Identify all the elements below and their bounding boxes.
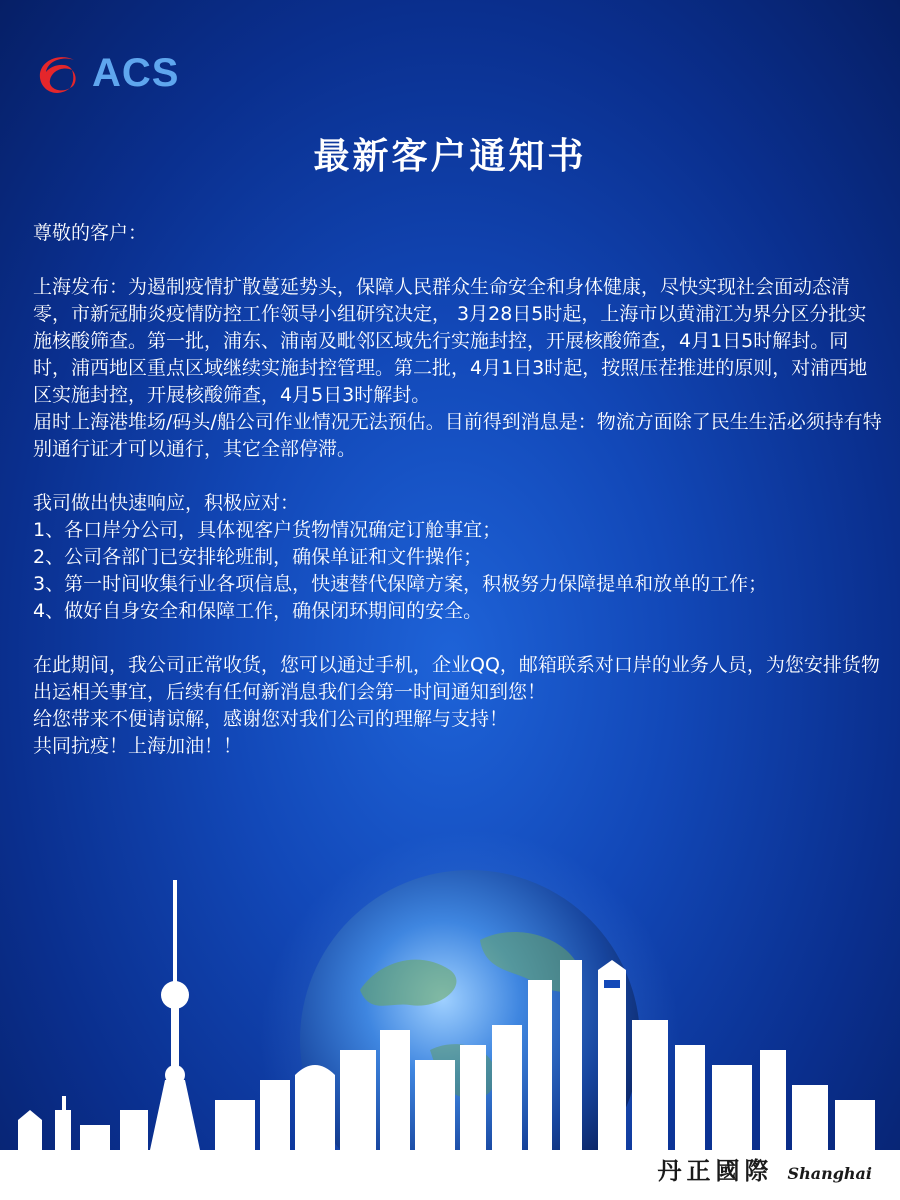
acs-swirl-logo-icon [34,50,84,96]
page-title: 最新客户通知书 [313,136,587,177]
apology-line: 给您带来不便请谅解，感谢您对我们公司的理解与支持！ [33,708,509,730]
logo-text: ACS [92,51,180,95]
greeting: 尊敬的客户： [33,222,148,244]
brand-signature [658,1151,872,1186]
measure-item: 2、公司各部门已安排轮班制，确保单证和文件操作； [33,546,483,568]
measure-item: 1、各口岸分公司，具体视客户货物情况确定订舱事宜； [33,519,502,541]
letter-body [33,220,883,760]
measure-item: 4、做好自身安全和保障工作，确保闭环期间的安全。 [33,600,483,622]
brand-en-text: Shanghai [787,1164,872,1183]
logistics-paragraph: 届时上海港堆场/码头/船公司作业情况无法预估。目前得到消息是：物流方面除了民生生活必须持有特别通行证才可以通行，其它全部停滞。 [33,411,882,460]
brand-cn-text: 丹正國際 [657,1156,774,1185]
globe-skyline-illustration [0,820,900,1200]
closing-paragraph: 在此期间，我公司正常收货，您可以通过手机，企业QQ，邮箱联系对口岸的业务人员，为您安排货物出运相关事宜，后续有任何新消息我们会第一时间通知到您！ [33,654,880,703]
logo [34,50,179,96]
announcement-paragraph: 上海发布：为遏制疫情扩散蔓延势头，保障人民群众生命安全和身体健康，尽快实现社会面动态清零，市新冠肺炎疫情防控工作领导小组研究决定， 3月28日5时起，上海市以黄浦江为界分区分批实施核酸筛查。第一批，浦东、浦南及毗邻区域先行实施封控，开展核酸筛查，4月1日5时解封。同时，浦西地区重点区域继续实施封控管理。第二批，4月1日3时起，按照压茬推进的原则，对浦西地区实施封控，开展核酸筛查，4月5日3时解封。 [33,276,868,406]
measure-item: 3、第一时间收集行业各项信息，快速替代保障方案，积极努力保障提单和放单的工作； [33,573,768,595]
slogan-line: 共同抗疫！上海加油！！ [33,735,243,757]
response-intro: 我司做出快速响应，积极应对： [33,492,300,514]
